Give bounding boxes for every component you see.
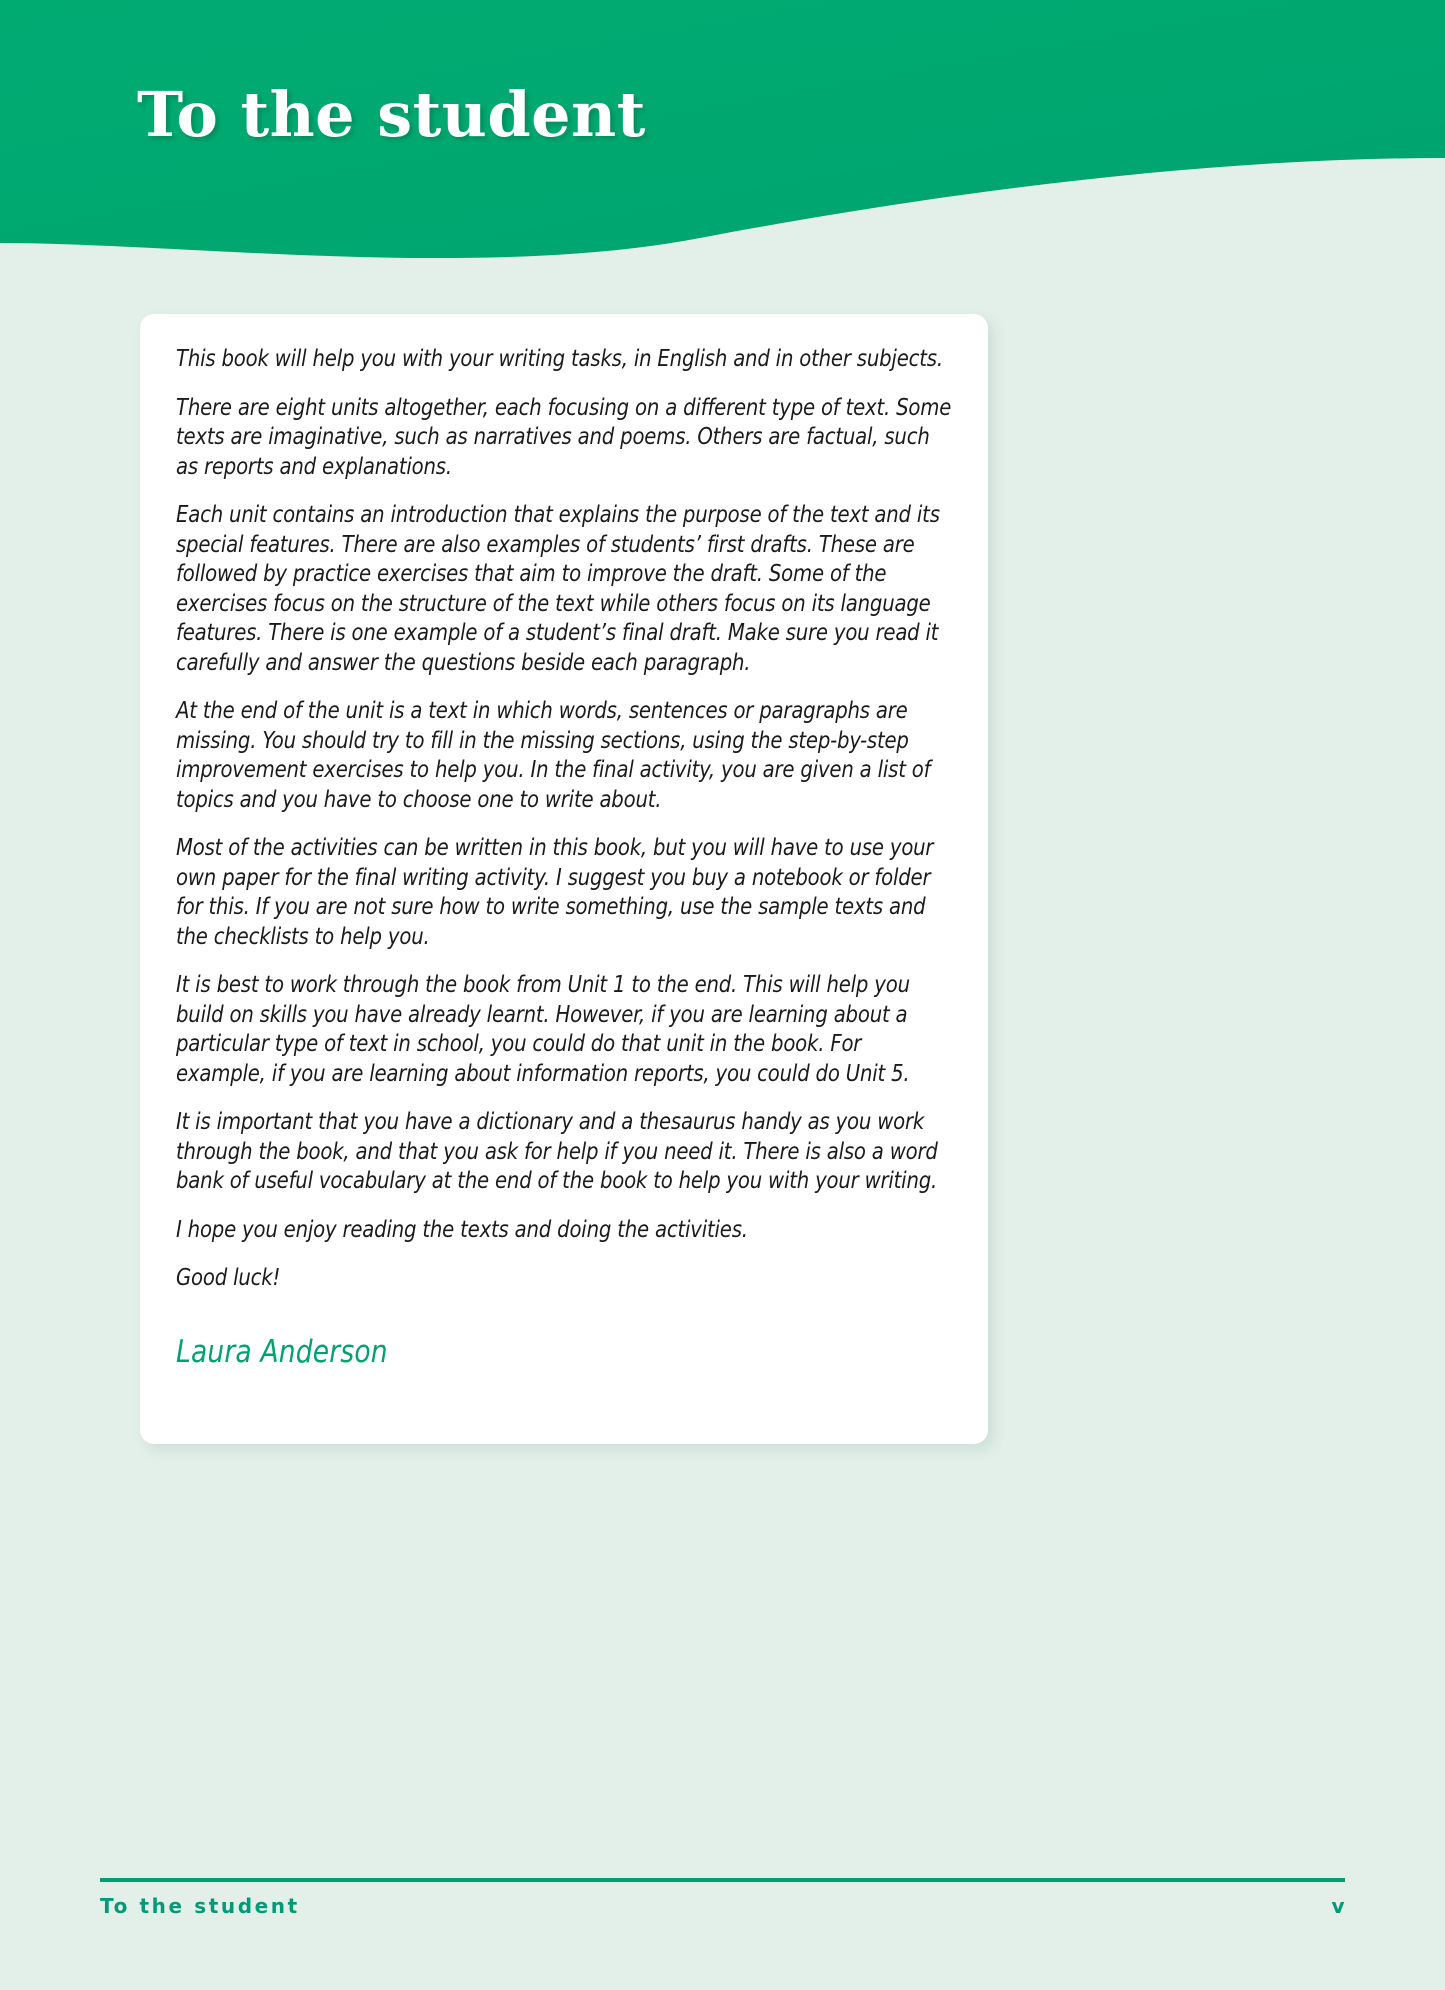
footer-divider (100, 1878, 1345, 1882)
body-paragraph: There are eight units altogether, each focusing on a different type of text. Some texts are imaginative, such as narratives and poems. Others are factual, such as reports and explanations. (176, 392, 952, 480)
footer-row (100, 1894, 1345, 1918)
body-paragraph: Good luck! (176, 1263, 281, 1291)
body-paragraph: I hope you enjoy reading the texts and doing the activities. (176, 1214, 748, 1243)
footer-page-number: v (1331, 1894, 1345, 1918)
author-signature: Laura Anderson (176, 1333, 388, 1370)
page-footer (100, 1878, 1345, 1938)
content-card (140, 314, 988, 1444)
body-paragraph: This book will help you with your writing tasks, in English and in other subjects. (176, 344, 943, 372)
body-paragraph: It is important that you have a dictionary and a thesaurus handy as you work through the book, and that you ask for help if you need it. There is also a word bank of useful vocabulary at the end of the book to help you with your writing. (176, 1107, 938, 1194)
body-paragraph: Each unit contains an introduction that explains the purpose of the text and its special features. There are also examples of students’ first drafts. These are followed by practice exercises that aim to improve the draft. Some of the exercises focus on the structure of the text while others focus on its language features. There is one example of a student’s final draft. Make sure you read it carefully and answer the questions beside each paragraph. (176, 500, 940, 676)
footer-section-label: To the student (100, 1894, 300, 1918)
body-paragraph: It is best to work through the book from Unit 1 to the end. This will help you build on skills you have already learnt. However, if you are learning about a particular type of text in school, you could do that unit in the book. For example, if you are learning about information reports, you could do Unit 5. (176, 970, 910, 1087)
page-title: To the student (137, 78, 646, 151)
body-paragraph: Most of the activities can be written in this book, but you will have to use your own paper for the final writing activity. I suggest you buy a notebook or folder for this. If you are not sure how to write something, use the sample texts and the checklists to help you. (176, 833, 934, 950)
body-paragraph: At the end of the unit is a text in which words, sentences or paragraphs are missing. You should try to fill in the missing sections, using the step-by-step improvement exercises to help you. In the final activity, you are given a list of topics and you have to choose one to write about. (176, 696, 931, 813)
page-header (0, 0, 1445, 300)
